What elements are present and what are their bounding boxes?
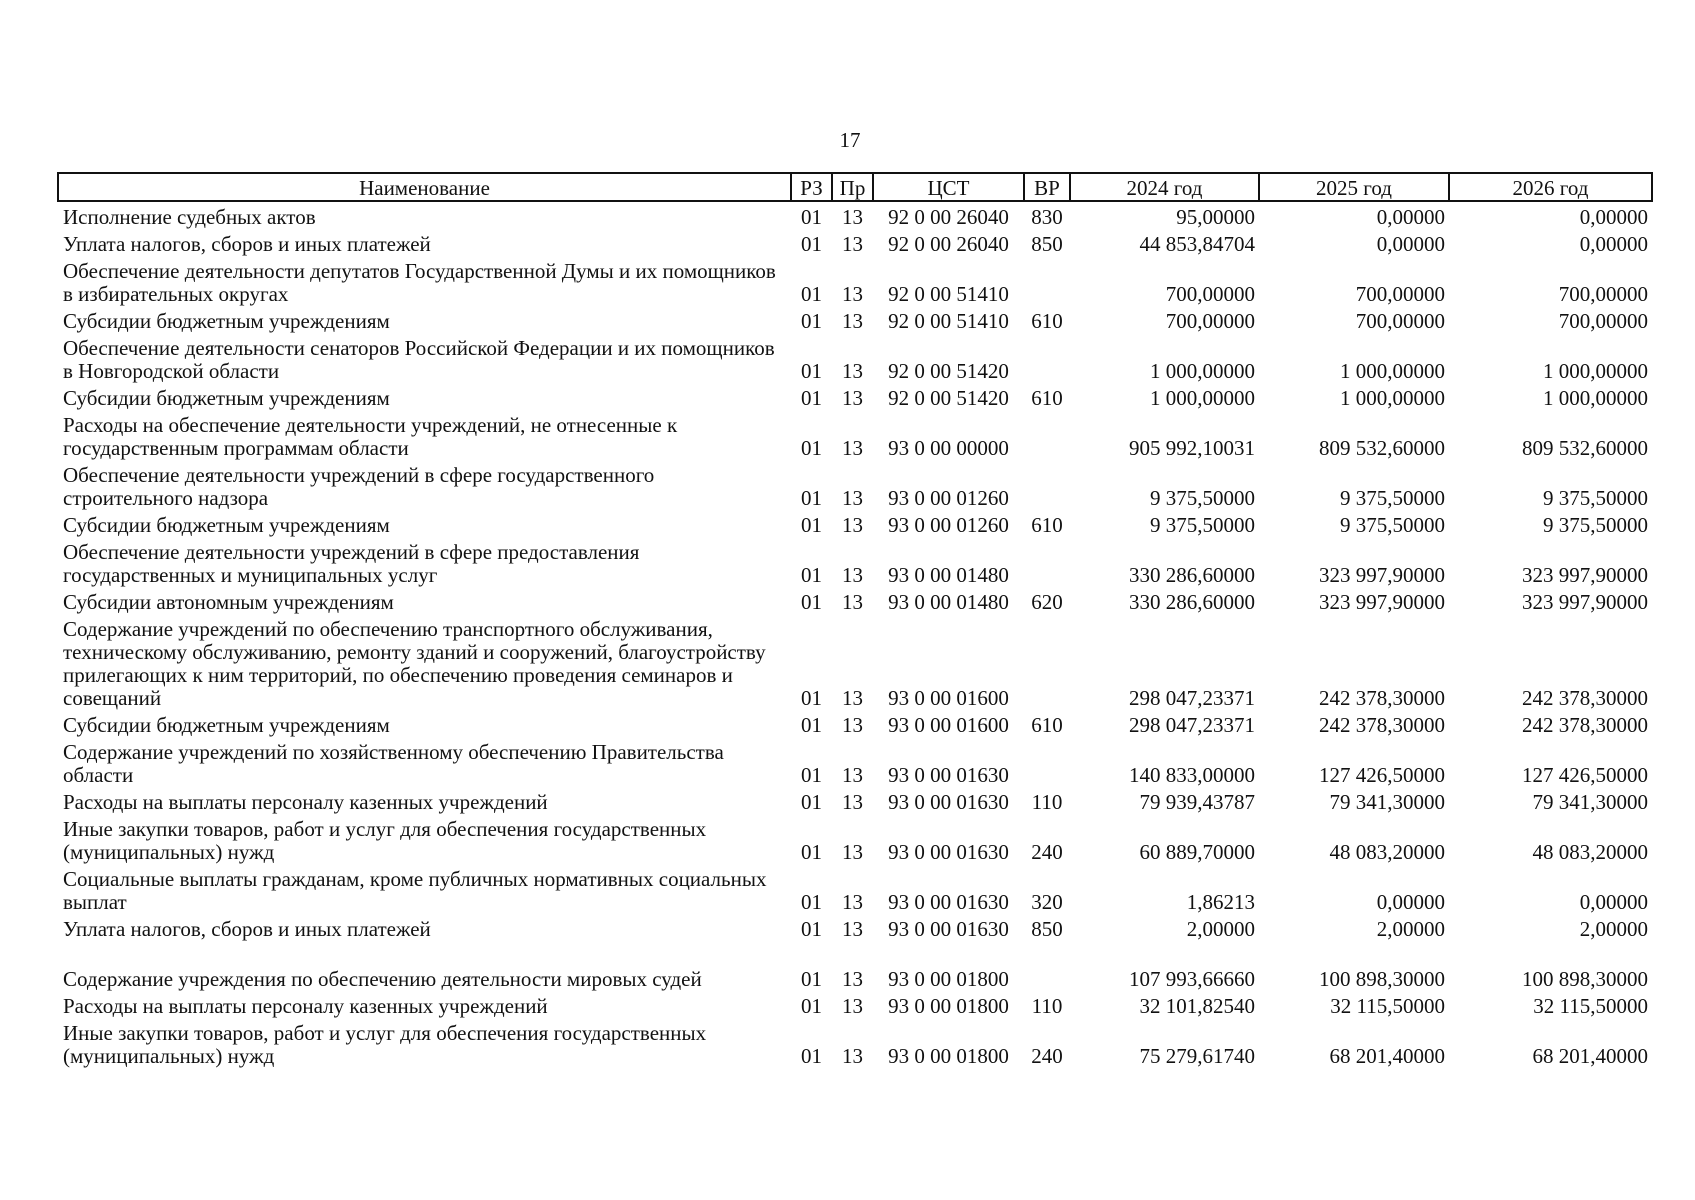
row-2026: 0,00000: [1579, 890, 1648, 914]
row-2025: 323 997,90000: [1319, 590, 1445, 614]
row-rz: 01: [801, 763, 822, 787]
row-2026: 9 375,50000: [1543, 513, 1648, 537]
row-cst: 92 0 00 51410: [888, 309, 1009, 333]
row-2026: 700,00000: [1558, 282, 1648, 306]
row-pr: 13: [842, 590, 863, 614]
row-2024: 2,00000: [1186, 917, 1255, 941]
row-cst: 92 0 00 51420: [888, 359, 1009, 383]
row-2026: 32 115,50000: [1533, 994, 1648, 1018]
row-vr: 110: [1031, 790, 1063, 814]
header-2026: 2026 год: [1449, 173, 1652, 201]
row-cst: 93 0 00 01260: [888, 513, 1009, 537]
row-pr: 13: [842, 359, 863, 383]
row-pr: 13: [842, 309, 863, 333]
row-2025: 127 426,50000: [1319, 763, 1445, 787]
header-cst: ЦСТ: [873, 173, 1024, 201]
row-2024: 700,00000: [1165, 309, 1255, 333]
row-cst: 93 0 00 00000: [888, 436, 1009, 460]
row-2026: 127 426,50000: [1522, 763, 1648, 787]
row-vr: 320: [1031, 890, 1063, 914]
row-cst: 93 0 00 01630: [888, 890, 1009, 914]
row-name: Содержание учреждений по обеспечению транспортного обслуживания, техническому обслуживанию, ремонту зданий и сооружений, благоустройству прилегающих к ним территорий, по обеспечению проведения семинаров и совещаний: [63, 617, 766, 710]
row-vr: 240: [1031, 1044, 1063, 1068]
table-row: [58, 787, 1652, 814]
row-rz: 01: [801, 1044, 822, 1068]
row-pr: 13: [842, 563, 863, 587]
row-2024: 9 375,50000: [1150, 513, 1255, 537]
row-cst: 93 0 00 01800: [888, 1044, 1009, 1068]
row-vr: 850: [1031, 917, 1063, 941]
row-vr: [1024, 537, 1070, 587]
row-2025: 809 532,60000: [1319, 436, 1445, 460]
table-row: [58, 510, 1652, 537]
table-row: [58, 614, 1652, 710]
row-pr: 13: [842, 713, 863, 737]
row-cst: 93 0 00 01630: [888, 840, 1009, 864]
row-2025: 0,00000: [1376, 890, 1445, 914]
row-2026: 0,00000: [1579, 232, 1648, 256]
row-name: Расходы на выплаты персоналу казенных учреждений: [63, 790, 548, 814]
row-name: Расходы на обеспечение деятельности учреждений, не отнесенные к государственным программам области: [63, 413, 678, 460]
table-row: [58, 333, 1652, 383]
row-pr: 13: [842, 282, 863, 306]
row-cst: 93 0 00 01800: [888, 994, 1009, 1018]
row-2024: 44 853,84704: [1139, 232, 1255, 256]
row-rz: 01: [801, 994, 822, 1018]
row-name: Субсидии автономным учреждениям: [63, 590, 394, 614]
table-row: [58, 410, 1652, 460]
row-cst: 93 0 00 01630: [888, 917, 1009, 941]
row-rz: 01: [801, 436, 822, 460]
row-2025: 700,00000: [1355, 309, 1445, 333]
row-pr: 13: [842, 890, 863, 914]
row-vr: [1024, 410, 1070, 460]
row-rz: 01: [801, 967, 822, 991]
row-2024: 905 992,10031: [1129, 436, 1255, 460]
row-vr: 610: [1031, 513, 1063, 537]
row-2026: 242 378,30000: [1522, 713, 1648, 737]
row-rz: 01: [801, 205, 822, 229]
row-rz: 01: [801, 359, 822, 383]
table-row: [58, 460, 1652, 510]
row-cst: 92 0 00 51420: [888, 386, 1009, 410]
row-pr: 13: [842, 513, 863, 537]
row-rz: 01: [801, 513, 822, 537]
table-row: [58, 383, 1652, 410]
row-2025: 323 997,90000: [1319, 563, 1445, 587]
row-2024: 298 047,23371: [1129, 713, 1255, 737]
row-rz: 01: [801, 917, 822, 941]
row-2024: 700,00000: [1165, 282, 1255, 306]
row-2026: 79 341,30000: [1532, 790, 1648, 814]
table-row: [58, 1018, 1652, 1068]
row-2024: 79 939,43787: [1139, 790, 1255, 814]
row-vr: 850: [1031, 232, 1063, 256]
row-2025: 32 115,50000: [1330, 994, 1445, 1018]
row-2024: 95,00000: [1176, 205, 1255, 229]
row-name: Уплата налогов, сборов и иных платежей: [63, 232, 431, 256]
row-rz: 01: [801, 840, 822, 864]
row-name: Иные закупки товаров, работ и услуг для обеспечения государственных (муниципальных) нужд: [63, 1021, 707, 1068]
row-pr: 13: [842, 917, 863, 941]
row-2025: 79 341,30000: [1329, 790, 1445, 814]
row-2025: 48 083,20000: [1329, 840, 1445, 864]
row-rz: 01: [801, 309, 822, 333]
row-2024: 107 993,66660: [1129, 967, 1255, 991]
row-2024: 330 286,60000: [1129, 590, 1255, 614]
row-rz: 01: [801, 386, 822, 410]
row-cst: 93 0 00 01800: [888, 967, 1009, 991]
row-name: Социальные выплаты гражданам, кроме публичных нормативных социальных выплат: [63, 867, 767, 914]
row-vr: [1024, 737, 1070, 787]
row-2025: 1 000,00000: [1340, 359, 1445, 383]
row-2026: 0,00000: [1579, 205, 1648, 229]
row-cst: 93 0 00 01600: [888, 713, 1009, 737]
table-row: [58, 737, 1652, 787]
table-row: [58, 991, 1652, 1018]
row-vr: 610: [1031, 309, 1063, 333]
row-cst: 93 0 00 01260: [888, 486, 1009, 510]
page-number: 17: [839, 128, 861, 152]
row-vr: 110: [1031, 994, 1063, 1018]
row-cst: 93 0 00 01630: [888, 763, 1009, 787]
row-name: Расходы на выплаты персоналу казенных учреждений: [63, 994, 548, 1018]
row-vr: 610: [1031, 713, 1063, 737]
row-rz: 01: [801, 282, 822, 306]
row-vr: 620: [1031, 590, 1063, 614]
row-pr: 13: [842, 686, 863, 710]
row-name: Субсидии бюджетным учреждениям: [63, 713, 390, 737]
row-name: Содержание учреждений по хозяйственному обеспечению Правительства области: [63, 740, 724, 787]
row-pr: 13: [842, 436, 863, 460]
row-pr: 13: [842, 232, 863, 256]
row-name: Уплата налогов, сборов и иных платежей: [63, 917, 431, 941]
row-vr: [1024, 333, 1070, 383]
row-2024: 330 286,60000: [1129, 563, 1255, 587]
row-2025: 68 201,40000: [1329, 1044, 1445, 1068]
row-2026: 48 083,20000: [1532, 840, 1648, 864]
row-pr: 13: [842, 967, 863, 991]
row-cst: 93 0 00 01630: [888, 790, 1009, 814]
header-vr: ВР: [1024, 173, 1070, 201]
row-cst: 92 0 00 26040: [888, 232, 1009, 256]
row-2026: 1 000,00000: [1543, 386, 1648, 410]
header-2024: 2024 год: [1070, 173, 1259, 201]
row-2026: 68 201,40000: [1532, 1044, 1648, 1068]
row-2025: 100 898,30000: [1319, 967, 1445, 991]
table-row: [58, 914, 1652, 941]
row-rz: 01: [801, 686, 822, 710]
row-vr: [1024, 614, 1070, 710]
row-vr: [1024, 941, 1070, 991]
row-2026: 700,00000: [1558, 309, 1648, 333]
row-2025: 2,00000: [1376, 917, 1445, 941]
row-pr: 13: [842, 205, 863, 229]
table-row: [58, 201, 1652, 229]
row-2025: 242 378,30000: [1319, 686, 1445, 710]
header-name: Наименование: [58, 173, 791, 201]
row-name: Субсидии бюджетным учреждениям: [63, 386, 390, 410]
row-pr: 13: [842, 486, 863, 510]
table-row: [58, 306, 1652, 333]
table-row: [58, 864, 1652, 914]
row-rz: 01: [801, 232, 822, 256]
header-rz: РЗ: [791, 173, 832, 201]
table-row: [58, 587, 1652, 614]
row-vr: [1024, 256, 1070, 306]
row-2026: 323 997,90000: [1522, 563, 1648, 587]
row-2025: 1 000,00000: [1340, 386, 1445, 410]
row-2024: 32 101,82540: [1139, 994, 1255, 1018]
row-name: Обеспечение деятельности депутатов Государственной Думы и их помощников в избирательных округах: [63, 259, 776, 306]
row-rz: 01: [801, 713, 822, 737]
row-cst: 93 0 00 01480: [888, 590, 1009, 614]
row-2024: 140 833,00000: [1129, 763, 1255, 787]
row-vr: 610: [1031, 386, 1063, 410]
row-name: Содержание учреждения по обеспечению деятельности мировых судей: [63, 967, 702, 991]
row-vr: 830: [1031, 205, 1063, 229]
row-2025: 9 375,50000: [1340, 486, 1445, 510]
row-2024: 60 889,70000: [1139, 840, 1255, 864]
row-name: Обеспечение деятельности учреждений в сфере государственного строительного надзора: [63, 463, 655, 510]
row-name: Исполнение судебных актов: [63, 205, 316, 229]
row-rz: 01: [801, 790, 822, 814]
row-2026: 9 375,50000: [1543, 486, 1648, 510]
row-name: Обеспечение деятельности учреждений в сфере предоставления государственных и муниципальных услуг: [63, 540, 640, 587]
row-name: Субсидии бюджетным учреждениям: [63, 513, 390, 537]
row-pr: 13: [842, 994, 863, 1018]
row-rz: 01: [801, 563, 822, 587]
row-2026: 100 898,30000: [1522, 967, 1648, 991]
row-2025: 9 375,50000: [1340, 513, 1445, 537]
table-body: [58, 201, 1652, 1068]
table-row: [58, 537, 1652, 587]
row-cst: 93 0 00 01600: [888, 686, 1009, 710]
header-pr: Пр: [832, 173, 873, 201]
header-2025: 2025 год: [1259, 173, 1449, 201]
row-2024: 1 000,00000: [1150, 359, 1255, 383]
row-rz: 01: [801, 486, 822, 510]
row-name: Субсидии бюджетным учреждениям: [63, 309, 390, 333]
row-vr: [1024, 460, 1070, 510]
row-pr: 13: [842, 1044, 863, 1068]
row-2026: 2,00000: [1579, 917, 1648, 941]
row-2024: 75 279,61740: [1139, 1044, 1255, 1068]
row-2025: 0,00000: [1376, 205, 1445, 229]
row-rz: 01: [801, 590, 822, 614]
budget-table: [57, 172, 1653, 1068]
row-2026: 809 532,60000: [1522, 436, 1648, 460]
row-2026: 1 000,00000: [1543, 359, 1648, 383]
table-row: [58, 229, 1652, 256]
table-row: [58, 814, 1652, 864]
row-vr: 240: [1031, 840, 1063, 864]
row-name: Иные закупки товаров, работ и услуг для обеспечения государственных (муниципальных) нужд: [63, 817, 707, 864]
row-2024: 1,86213: [1186, 890, 1255, 914]
row-pr: 13: [842, 840, 863, 864]
row-pr: 13: [842, 790, 863, 814]
row-2026: 242 378,30000: [1522, 686, 1648, 710]
row-2024: 1 000,00000: [1150, 386, 1255, 410]
row-cst: 92 0 00 51410: [888, 282, 1009, 306]
table-row: [58, 710, 1652, 737]
row-rz: 01: [801, 890, 822, 914]
row-2025: 242 378,30000: [1319, 713, 1445, 737]
row-2025: 0,00000: [1376, 232, 1445, 256]
row-cst: 92 0 00 26040: [888, 205, 1009, 229]
table-header: [58, 173, 1652, 201]
table-row: [58, 941, 1652, 991]
row-cst: 93 0 00 01480: [888, 563, 1009, 587]
table-row: [58, 256, 1652, 306]
row-name: Обеспечение деятельности сенаторов Российской Федерации и их помощников в Новгородской области: [63, 336, 775, 383]
row-pr: 13: [842, 763, 863, 787]
row-pr: 13: [842, 386, 863, 410]
row-2024: 9 375,50000: [1150, 486, 1255, 510]
row-2026: 323 997,90000: [1522, 590, 1648, 614]
row-2025: 700,00000: [1355, 282, 1445, 306]
row-2024: 298 047,23371: [1129, 686, 1255, 710]
